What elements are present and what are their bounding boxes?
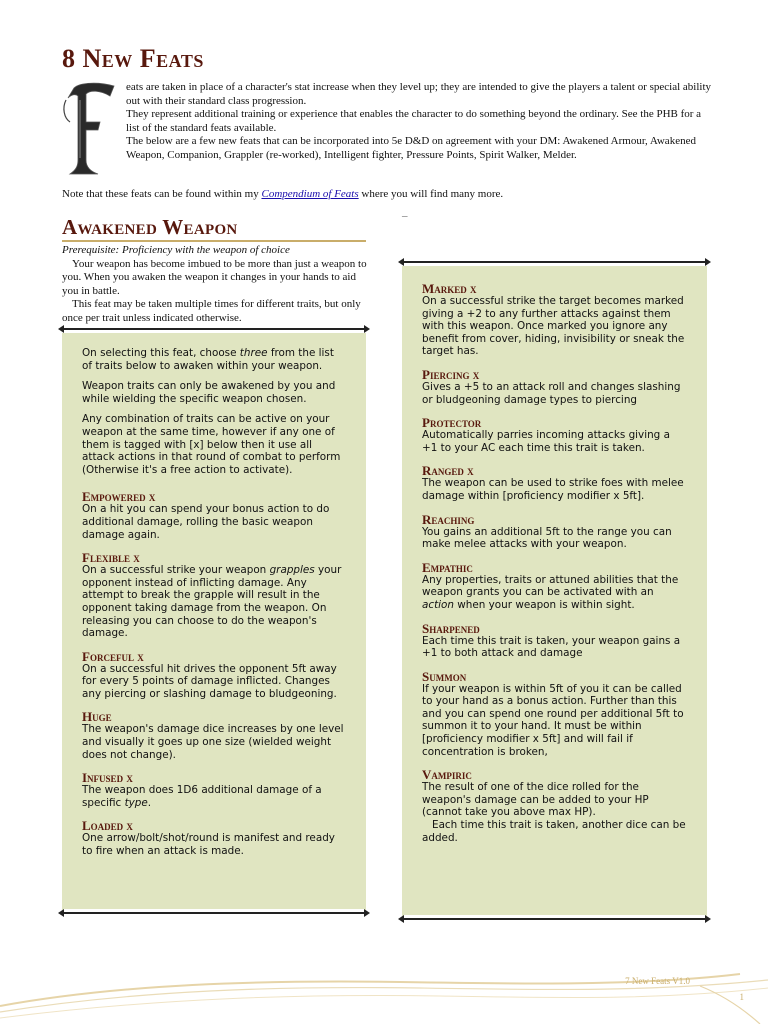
trait-description: If your weapon is within 5ft of you it can be called to your hand as a bonus action. Further than this and you can spend one round per additional 5ft to summon it to your hand. It must be within [proficiency modifier x 5ft] and will fail if concentration is broken,: [422, 682, 684, 758]
trait-description: On a successful hit drives the opponent 5ft away for every 5 points of damage inflicted. Changes any piercing or slashing damage to bludgeoning.: [82, 662, 337, 700]
trait-description: Gives a +5 to an attack roll and changes slashing or bludgeoning damage types to piercing: [422, 380, 681, 406]
footer-text: 7 New Feats V1.0: [625, 976, 690, 986]
trait-entry: [422, 368, 687, 406]
title-underline: [62, 240, 366, 242]
section-body: [62, 244, 368, 325]
trait-description: The weapon does 1D6 additional damage of a specific type.: [82, 784, 322, 809]
trait-description: The weapon can be used to strike foes with melee damage within [proficiency modifier x 5ft].: [422, 477, 684, 502]
trait-name: Summon: [422, 668, 467, 684]
trait-name: Reaching: [422, 511, 475, 527]
trait-description: Automatically parries incoming attacks giving a +1 to your AC each time this trait is taken.: [422, 429, 670, 454]
section-title: Awakened Weapon: [62, 215, 238, 239]
trait-entry: [422, 464, 687, 502]
trait-name: Huge: [82, 709, 112, 725]
prerequisite: Prerequisite: Proficiency with the weapon of choice: [62, 244, 290, 256]
stray-dash: –: [402, 210, 408, 222]
note-text: Note that these feats can be found within my: [62, 188, 262, 200]
intro-paragraph: eats are taken in place of a character's stat increase when they level up; they are intended to give the players a talent or special ability out with their standard class progression.: [126, 81, 712, 107]
trait-name: Infused x: [82, 770, 133, 786]
trait-name: Piercing x: [422, 366, 480, 382]
note-box-bottom-bar: [398, 915, 711, 923]
box-intro: On selecting this feat, choose three from the list of traits below to awaken within your weapon.: [82, 347, 334, 372]
trait-name: Loaded x: [82, 818, 133, 834]
intro-paragraph: The below are a few new feats that can be incorporated into 5e D&D on agreement with your DM: Awakened Armour, Awakened Weapon, Companion, Grappler (re-worked), Intelligent fighter, Pressure Points, Spirit Walker, Melder.: [126, 135, 696, 161]
trait-description: One arrow/bolt/shot/round is manifest and ready to fire when an attack is made.: [82, 832, 335, 858]
trait-name: Empowered x: [82, 489, 156, 505]
trait-entry: [422, 416, 687, 454]
trait-description: You gains an additional 5ft to the range you can make melee attacks with your weapon.: [422, 525, 672, 551]
trait-description: On a successful strike your weapon grapples your opponent instead of inflicting damage. Any attempt to break the grapple will result in the opponent taking damage from the weapon. On releasing you can choose to do the weapon's damage.: [82, 564, 342, 640]
trait-name: Forceful x: [82, 648, 144, 664]
trait-entry: [422, 513, 687, 551]
section-paragraph: This feat may be taken multiple times for different traits, but only once per trait unless indicated otherwise.: [62, 298, 361, 324]
section-paragraph: Your weapon has become imbued to be more than just a weapon to you. When you awaken the weapon it changes in your hands to aid you in battle.: [62, 257, 367, 297]
trait-entry: [82, 771, 346, 809]
trait-name: Protector: [422, 415, 482, 431]
trait-description: Any properties, traits or attuned abilities that the weapon grants you can be activated with an action when your weapon is within sight.: [422, 573, 679, 611]
trait-name: Flexible x: [82, 550, 140, 566]
note-box-left: [62, 333, 366, 913]
trait-entry: [82, 819, 346, 857]
dropcap-letter-image: [60, 78, 120, 178]
trait-entry: [422, 768, 687, 844]
intro-paragraph: They represent additional training or experience that enables the character to do something beyond the ordinary. See the PHB for a list of the standard feats available.: [126, 108, 702, 134]
note-box-right: [402, 266, 707, 919]
trait-entry: [82, 490, 346, 541]
trait-description: On a hit you can spend your bonus action to do additional damage, rolling the basic weapon damage again.: [82, 503, 330, 541]
trait-description: On a successful strike the target becomes marked giving a +2 to any further attacks against them with this weapon. Once marked you ignore any benefit from cover, hiding, invisibility or sneak the target has.: [422, 295, 685, 358]
trait-description: Each time this trait is taken, another dice can be added.: [422, 819, 686, 844]
trait-description: Each time this trait is taken, your weapon gains a +1 to both attack and damage: [422, 634, 681, 660]
trait-name: Marked x: [422, 281, 477, 296]
box-intro: Any combination of traits can be active on your weapon at the same time, however if any one of them is tagged with [x] below then it use all attack actions in that round of combat to perform (Otherwise it's a free action to activate).: [82, 413, 341, 476]
page-title: 8 New Feats: [62, 44, 204, 73]
trait-name: Empathic: [422, 559, 473, 575]
trait-entry: [422, 670, 687, 759]
note-text: where you will find many more.: [358, 188, 504, 200]
trait-entry: [82, 551, 346, 640]
note-box-top-bar: [58, 325, 370, 333]
note-box-bottom-bar: [58, 909, 370, 917]
trait-entry: [422, 282, 687, 358]
trait-entry: [82, 710, 346, 761]
compendium-link[interactable]: Compendium of Feats: [261, 188, 359, 200]
trait-name: Ranged x: [422, 463, 474, 479]
compendium-note: [62, 187, 722, 201]
page-number: 1: [739, 992, 744, 1002]
trait-entry: [422, 622, 687, 660]
trait-entry: [82, 650, 346, 701]
trait-entry: [422, 561, 687, 612]
intro-text: [126, 81, 716, 163]
trait-name: Sharpened: [422, 620, 480, 636]
trait-name: Vampiric: [422, 767, 472, 783]
note-box-top-bar: [398, 258, 711, 266]
trait-description: The weapon's damage dice increases by one level and visually it goes up one size (wielded weight does not change).: [82, 723, 344, 761]
trait-description: The result of one of the dice rolled for the weapon's damage can be added to your HP (cannot take you above max HP).: [422, 781, 649, 819]
box-intro: Weapon traits can only be awakened by you and while wielding the specific weapon chosen.: [82, 380, 336, 405]
footer-decoration: [0, 966, 768, 1024]
